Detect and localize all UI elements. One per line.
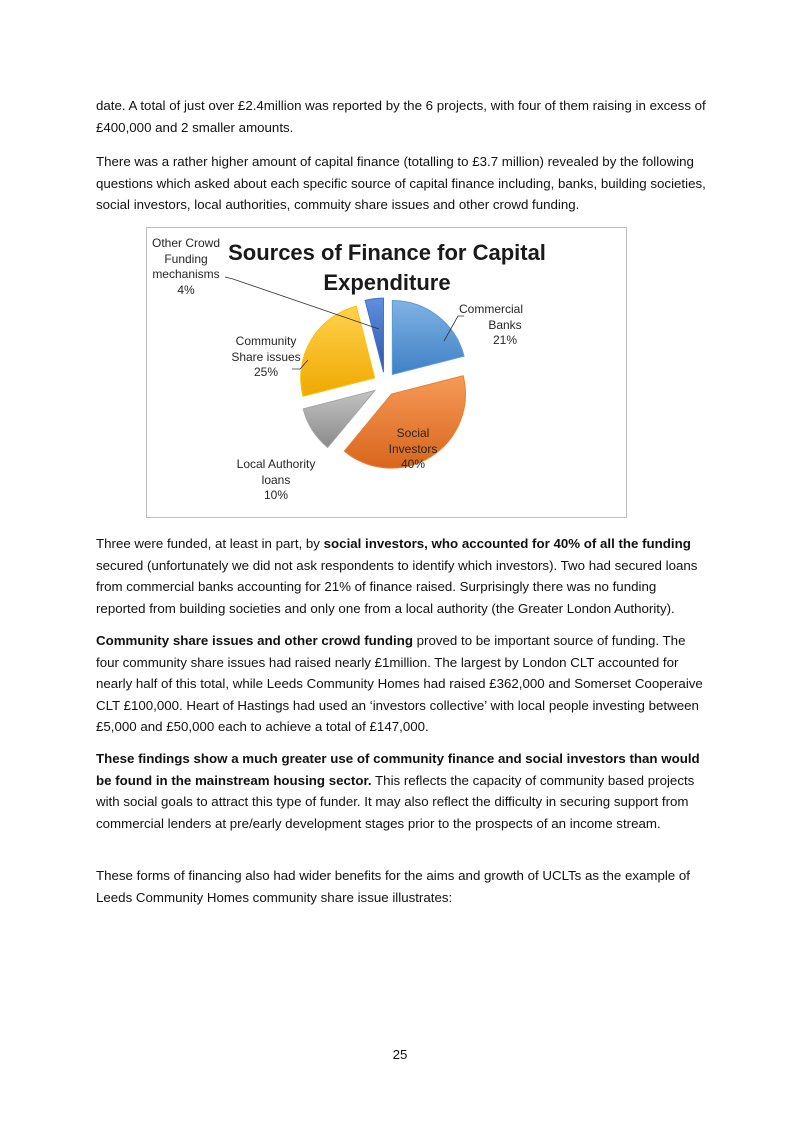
emphasis-social-investors: social investors, who accounted for 40% of all the funding [323, 536, 691, 551]
paragraph-community-share-issues [96, 630, 708, 738]
paragraph-findings [96, 748, 708, 834]
label-social-investors: Social Investors 40% [388, 426, 438, 471]
label-other-crowd-funding: Other Crowd Funding mechanisms 4% [151, 236, 221, 297]
emphasis-community-share: Community share issues and other crowd funding [96, 633, 413, 648]
paragraph-capital-finance: There was a rather higher amount of capital finance (totalling to £3.7 million) revealed by the following questions which asked about each specific source of capital finance including, banks, building societies, social investors, local authorities, commuity share issues and other crowd funding. [96, 154, 706, 212]
text-span: proved to be important source of funding. The four community share issues had raised nearly £1million. The largest by London CLT accounted for nearly half of this total, while Leeds Community Homes had raised £362,000 and Somerset Cooperaive CLT £100,000. Heart of Hastings had used an ‘investors collective’ with local people investing between £5,000 and £50,000 each to achieve a total of £147,000. [96, 633, 703, 734]
text-span: This reflects the capacity of community based projects with social goals to attract this type of funder. It may also reflect the difficulty in securing support from commercial lenders at pre/early development stages prior to the prospects of an income stream. [96, 772, 695, 831]
slice-community-share-issues [301, 306, 375, 396]
text-span: Three were funded, at least in part, by [96, 536, 324, 551]
pie-chart [146, 227, 627, 518]
emphasis-findings: These findings show a much greater use of community finance and social investors than would be found in the mainstream housing sector. [96, 751, 700, 788]
text-span: secured (unfortunately we did not ask respondents to identify which investors). Two had secured loans from commercial banks accounting for 21% of finance raised. Surprisingly there was no funding reported from building societies and only one from a local authority (the Greater London Authority). [96, 557, 698, 616]
label-community-share-issues: Community Share issues 25% [231, 334, 301, 379]
label-local-authority-loans: Local Authority loans 10% [236, 457, 316, 502]
chart-title: Sources of Finance for Capital Expenditure [228, 240, 546, 295]
label-commercial-banks: Commercial Banks 21% [458, 302, 523, 347]
paragraph-intro: date. A total of just over £2.4million was reported by the 6 projects, with four of them raising in excess of £400,000 and 2 smaller amounts. [96, 98, 706, 135]
paragraph-wider-benefits: These forms of financing also had wider benefits for the aims and growth of UCLTs as the example of Leeds Community Homes community share issue illustrates: [96, 868, 690, 905]
paragraph-social-investors [96, 533, 708, 619]
page-number: 25 [392, 1047, 408, 1062]
